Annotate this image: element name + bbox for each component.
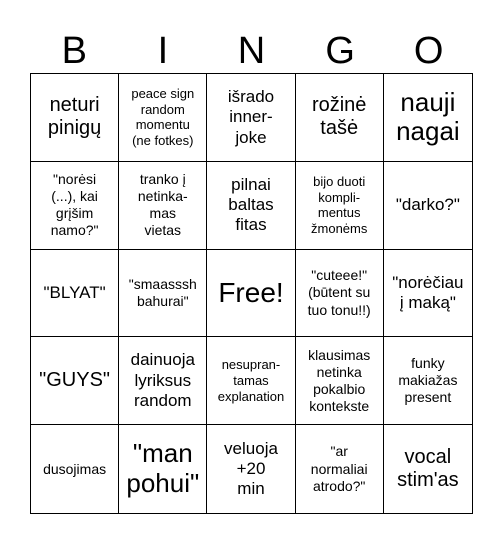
bingo-cell-text: rožinė tašė [311,93,367,140]
bingo-grid [30,73,473,514]
bingo-cell-r2c3[interactable] [207,162,295,250]
bingo-cell-free[interactable] [207,250,295,338]
bingo-cell-text: "BLYAT" [43,282,106,302]
bingo-cell-text: tranko į netinka- mas vietas [137,171,188,239]
bingo-cell-text: dusojimas [43,460,107,477]
header-letter-n: N [237,30,266,72]
bingo-cell-r5c4[interactable] [296,425,384,513]
bingo-cell-text: nauji nagai [396,86,460,147]
bingo-cell-r3c1[interactable] [31,250,119,338]
bingo-cell-text: "norėsi (...), kai grįšim namo?" [50,171,99,239]
bingo-cell-text: "darko?" [395,195,460,214]
bingo-cell-text: vocal stim'as [397,445,459,492]
bingo-cell-text: "ar normaliai atrodo?" [310,443,368,494]
header-letter-i: I [157,30,169,72]
bingo-cell-text: "GUYS" [39,368,111,391]
bingo-cell-text: išrado inner- joke [227,86,275,147]
bingo-cell-text: "smaasssh bahurai" [128,275,197,309]
bingo-cell-text: peace sign random momentu (ne fotkes) [131,86,195,148]
bingo-cell-text: bijo duoti kompli- mentus žmonėms [311,174,368,236]
bingo-cell-r3c5[interactable] [384,250,472,338]
bingo-cell-r1c4[interactable] [296,74,384,162]
header-letter-g: G [325,30,355,72]
bingo-header [30,26,473,76]
bingo-cell-r4c5[interactable] [384,337,472,425]
bingo-cell-text: "cuteee!" (būtent su tuo tonu!!) [307,267,371,318]
bingo-cell-text: "norėčiau į maką" [392,272,464,312]
bingo-cell-text: klausimas netinka pokalbio kontekste [308,346,371,414]
bingo-cell-text: Free! [218,277,284,309]
header-letter-b: B [61,30,87,72]
bingo-cell-r5c1[interactable] [31,425,119,513]
bingo-cell-r4c2[interactable] [119,337,207,425]
bingo-cell-r3c2[interactable] [119,250,207,338]
bingo-cell-r1c3[interactable] [207,74,295,162]
bingo-cell-r4c1[interactable] [31,337,119,425]
bingo-cell-text: "man pohui" [126,438,200,499]
bingo-cell-text: neturi pinigų [47,93,102,140]
bingo-cell-r2c4[interactable] [296,162,384,250]
bingo-cell-r1c1[interactable] [31,74,119,162]
bingo-cell-r5c2[interactable] [119,425,207,513]
bingo-cell-text: pilnai baltas fitas [228,174,274,235]
bingo-cell-r1c2[interactable] [119,74,207,162]
bingo-cell-r5c3[interactable] [207,425,295,513]
bingo-cell-r2c5[interactable] [384,162,472,250]
bingo-cell-r2c1[interactable] [31,162,119,250]
bingo-cell-r5c5[interactable] [384,425,472,513]
bingo-cell-text: dainuoja lyriksus random [130,350,195,410]
bingo-cell-text: funky makiažas present [398,355,458,406]
bingo-cell-r3c4[interactable] [296,250,384,338]
bingo-cell-r4c4[interactable] [296,337,384,425]
bingo-cell-r4c3[interactable] [207,337,295,425]
bingo-cell-r1c5[interactable] [384,74,472,162]
bingo-cell-r2c2[interactable] [119,162,207,250]
bingo-cell-text: nesupran- tamas explanation [217,357,285,404]
header-letter-o: O [413,30,444,72]
bingo-cell-text: veluoja +20 min [224,438,278,499]
